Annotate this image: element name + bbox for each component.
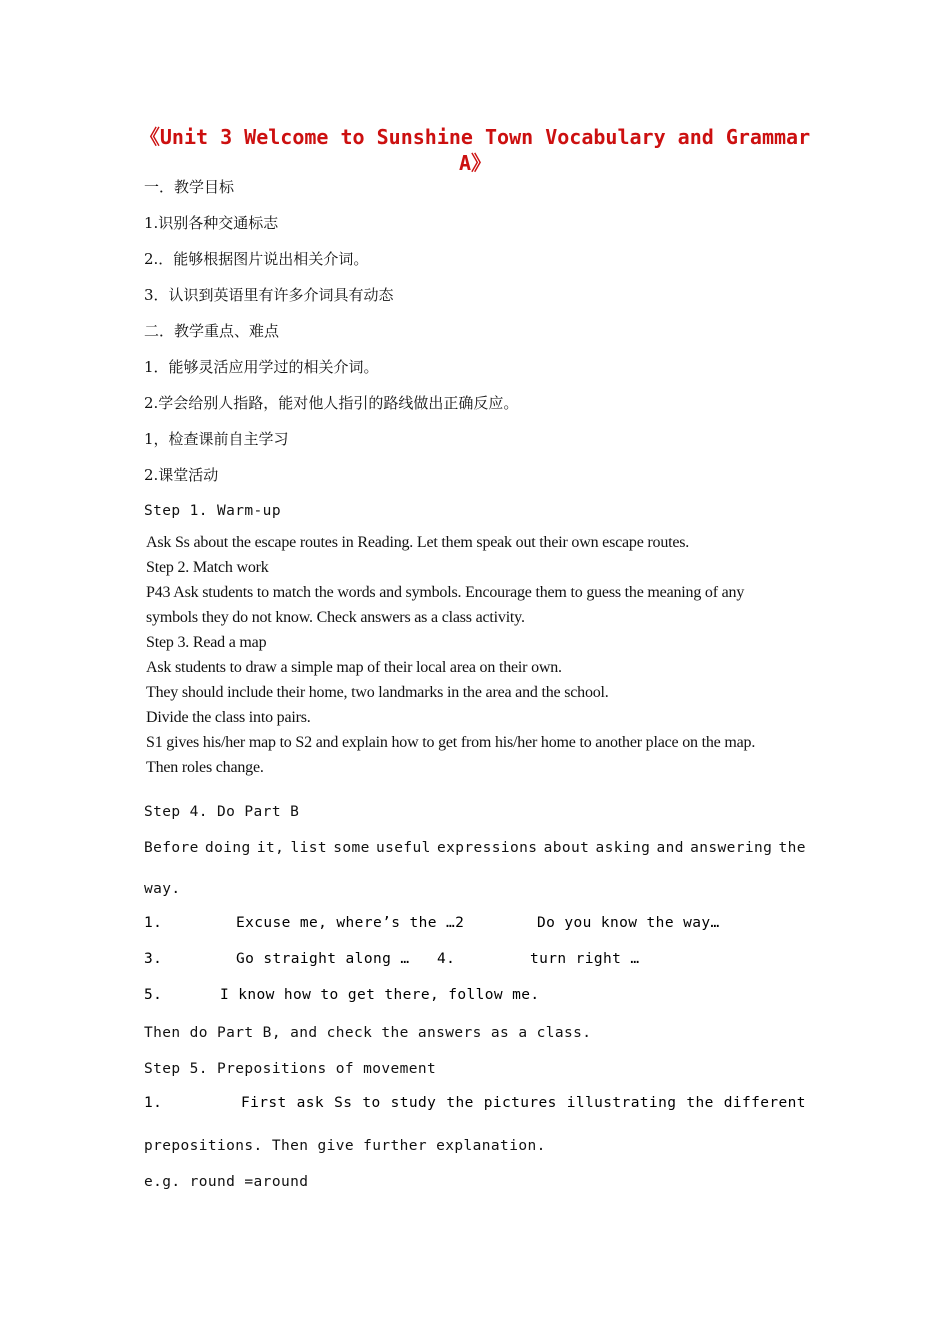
word: list (290, 840, 328, 856)
step3-heading: Step 3. Read a map (146, 634, 267, 651)
word: to (362, 1095, 381, 1111)
step3-body-line4: S1 gives his/her map to S2 and explain how to get from his/her home to another place on the map. (146, 734, 756, 751)
word: illustrating (566, 1095, 677, 1111)
word: useful (375, 840, 431, 856)
word: it, (256, 840, 285, 856)
word: the (778, 840, 806, 856)
step5-heading: Step 5. Prepositions of movement (144, 1061, 437, 1077)
step5-item1-end: prepositions. Then give further explanation. (144, 1138, 546, 1154)
word: pictures (483, 1095, 557, 1111)
step3-body-line1: Ask students to draw a simple map of their local area on their own. (146, 659, 562, 676)
step2-heading: Step 2. Match work (146, 559, 269, 576)
objective-3: 3．认识到英语里有许多介词具有动态 (144, 286, 394, 304)
step5-item1-line (241, 1095, 806, 1111)
word: Ss (334, 1095, 353, 1111)
word: expressions (436, 840, 538, 856)
expression-3: Go straight along … (236, 951, 410, 967)
word: the (446, 1095, 474, 1111)
process-2: 2.课堂活动 (144, 466, 219, 484)
example-line: e.g. round =around (144, 1174, 309, 1190)
document-title: 《Unit 3 Welcome to Sunshine Town Vocabulary and Grammar A》 (139, 125, 811, 175)
step4-heading: Step 4. Do Part B (144, 804, 300, 820)
word: study (390, 1095, 437, 1111)
section2-heading: 二．教学重点、难点 (144, 322, 280, 340)
section1-heading: 一．教学目标 (144, 178, 235, 196)
expression-4: turn right … (530, 951, 640, 967)
objective-1: 1.识别各种交通标志 (144, 214, 279, 232)
step4-intro-line (144, 838, 806, 858)
expression-5-number: 5. (144, 987, 163, 1003)
word: ask (296, 1095, 325, 1111)
word: answering (690, 840, 773, 856)
word: and (656, 840, 684, 856)
word: about (543, 840, 590, 856)
word: doing (205, 840, 251, 856)
step1-heading: Step 1. Warm-up (144, 503, 281, 519)
word: the (686, 1095, 714, 1111)
expression-2: Do you know the way… (537, 915, 720, 931)
step4-intro-end: way. (144, 881, 181, 897)
word: asking (595, 840, 651, 856)
keypoint-2: 2.学会给别人指路，能对他人指引的路线做出正确反应。 (144, 394, 519, 412)
process-1: 1，检查课前自主学习 (144, 430, 289, 448)
step3-body-line3: Divide the class into pairs. (146, 709, 311, 726)
step2-body-line2: symbols they do not know. Check answers as a class activity. (146, 609, 525, 626)
word: some (333, 840, 370, 856)
word: Before (144, 840, 199, 856)
step3-body-line5: Then roles change. (146, 759, 264, 776)
word: different (723, 1095, 806, 1111)
expression-1-number: 1. (144, 915, 163, 931)
objective-2: 2.．能够根据图片说出相关介词。 (144, 250, 369, 268)
word: First (241, 1095, 287, 1111)
step5-item1-number: 1. (144, 1095, 163, 1111)
keypoint-1: 1．能够灵活应用学过的相关介词。 (144, 358, 379, 376)
expression-3-number: 3. (144, 951, 163, 967)
step2-body-line1: P43 Ask students to match the words and symbols. Encourage them to guess the meaning of any (146, 584, 745, 601)
step1-body: Ask Ss about the escape routes in Reading. Let them speak out their own escape routes. (146, 534, 690, 551)
expression-5: I know how to get there, follow me. (220, 987, 540, 1003)
expression-1: Excuse me, where’s the …2 (236, 915, 465, 931)
step3-body-line2: They should include their home, two landmarks in the area and the school. (146, 684, 609, 701)
expression-4-number: 4. (437, 951, 456, 967)
step4-end: Then do Part B, and check the answers as a class. (144, 1025, 592, 1041)
